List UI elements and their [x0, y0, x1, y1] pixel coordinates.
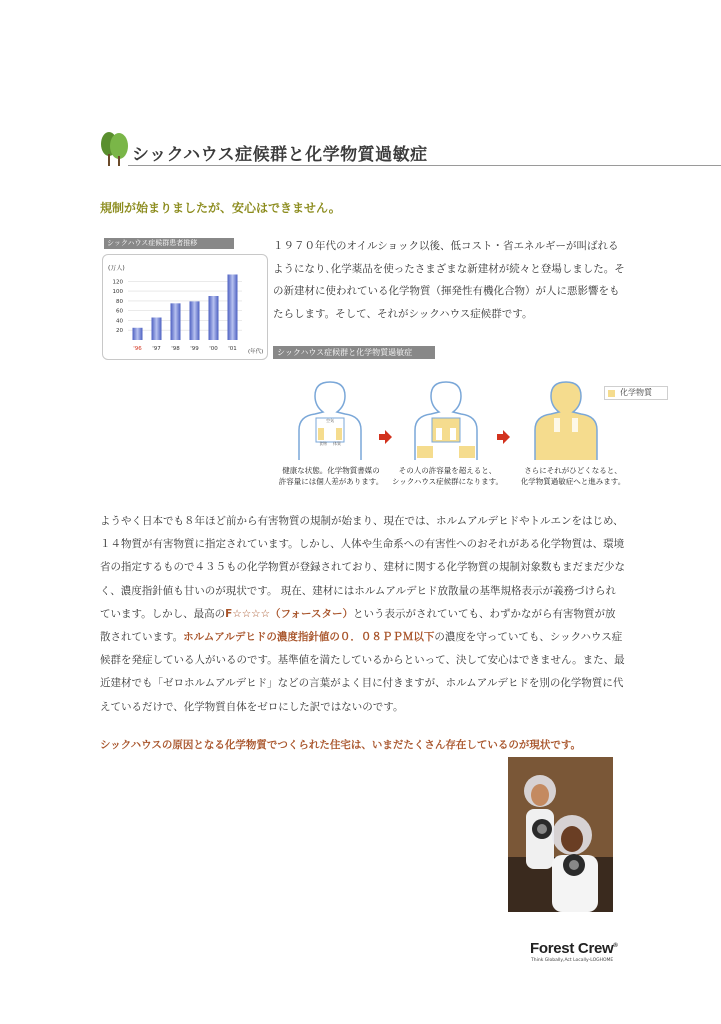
body-diagram	[275, 378, 635, 464]
diagram-label: シックハウス症候群と化学物質過敏症	[273, 346, 435, 359]
chart-bar	[228, 274, 238, 340]
caption-healthy: 健康な状態。化学物質書媒の 許容量には個人差があります。	[278, 466, 384, 486]
family-photo	[508, 757, 613, 912]
legend-swatch	[608, 390, 615, 397]
figure-chemical-sensitivity	[535, 382, 597, 460]
y-tick-label: 120	[112, 279, 123, 286]
chart-bar	[209, 296, 219, 340]
y-axis-unit: (万人)	[108, 265, 125, 272]
section-subtitle: 規制が始まりましたが、安心はできません。	[100, 201, 341, 215]
y-tick-label: 40	[116, 318, 123, 325]
arrow-icon	[379, 430, 392, 444]
x-tick-label: '98	[171, 346, 180, 352]
x-tick-label: '00	[209, 346, 218, 352]
header-divider	[128, 165, 721, 166]
tree-icon	[100, 130, 130, 168]
figure-sick-house	[415, 382, 477, 460]
legend-label: 化学物質	[620, 388, 652, 397]
arrow-icon	[497, 430, 510, 444]
label-food: 食物	[319, 441, 327, 446]
main-paragraph: ようやく日本でも８年ほど前から有害物質の規制が始まり、現在では、ホルムアルデヒドやトルエンをはじめ、１４物質が有害物質に指定されています。しかし、人体や生命系への有害性へのおそれがある化学物質は、環境省の指定するもので４３５もの化学物質が登録されており、建材に関する化学物質の規制対象数もまだまだ少なく、濃度指針値も甘いのが現状です。 現在、建材にはホルムアルデヒド放散量の基準規格表示が義務づけられています。しかし、最高のF☆☆☆☆（フォースター）という表示がされていても、わずかながら有害物質が放散されています。ホルムアルデヒドの濃度指針値の０．０８ＰＰＭ以下の濃度を守っていても、シックハウス症候群を発症している人がいるのです。基準値を満たしているからといって、決して安心はできません。また、最近建材でも「ゼロホルムアルデヒド」などの言葉がよく目に付きますが、ホルムアルデヒドを別の化学物質に代えているだけで、化学物質自体をゼロにした訳ではないのです。	[100, 515, 625, 713]
chart-bar	[171, 303, 181, 340]
bar-chart	[102, 254, 268, 360]
x-tick-label: '01	[228, 346, 237, 352]
label-air: 空気	[326, 418, 334, 423]
label-constitution: 体質	[333, 441, 341, 446]
conclusion-text: シックハウスの原因となる化学物質でつくられた住宅は、いまだたくさん存在しているのが現状です。	[100, 739, 582, 751]
x-tick-label: '97	[152, 346, 161, 352]
figure-healthy	[299, 382, 361, 460]
y-tick-label: 80	[116, 298, 123, 305]
chart-bar	[133, 328, 143, 340]
company-logo: Forest Crew®	[530, 940, 618, 957]
company-tagline: Think Globally,Act Locally-LOGHOME	[531, 958, 614, 963]
chart-bar	[152, 318, 162, 340]
caption-sick-house: その人の許容量を超えると、 シックハウス症候群になります。	[391, 466, 504, 486]
x-tick-label: '96	[133, 346, 142, 352]
highlight-four-star: F☆☆☆☆（フォースター）	[225, 607, 353, 620]
highlight-guideline: ホルムアルデヒドの濃度指針値の０．０８ＰＰＭ以下	[183, 631, 435, 644]
page-title: シックハウス症候群と化学物質過敏症	[132, 145, 428, 165]
y-tick-label: 100	[112, 289, 123, 296]
caption-chemical-sensitivity: さらにそれがひどくなると、 化学物質過敏症へと進みます。	[520, 466, 626, 486]
x-tick-label: '99	[190, 346, 199, 352]
chart-bar	[190, 301, 200, 340]
y-tick-label: 60	[116, 308, 123, 315]
y-tick-label: 20	[116, 328, 123, 335]
intro-paragraph: １９７０年代のオイルショック以後、低コスト・省エネルギーが叫ばれるようになり､化学薬品を使ったさまざまな新建材が続々と登場しました。その新建材に使われている化学物質（揮発性有機化合物）が人に悪影響をもたらします。そして、それがシックハウス症候群です。	[273, 240, 625, 320]
chart-label: シックハウス症候群患者推移	[104, 238, 234, 249]
x-axis-unit: (年代)	[248, 349, 264, 355]
